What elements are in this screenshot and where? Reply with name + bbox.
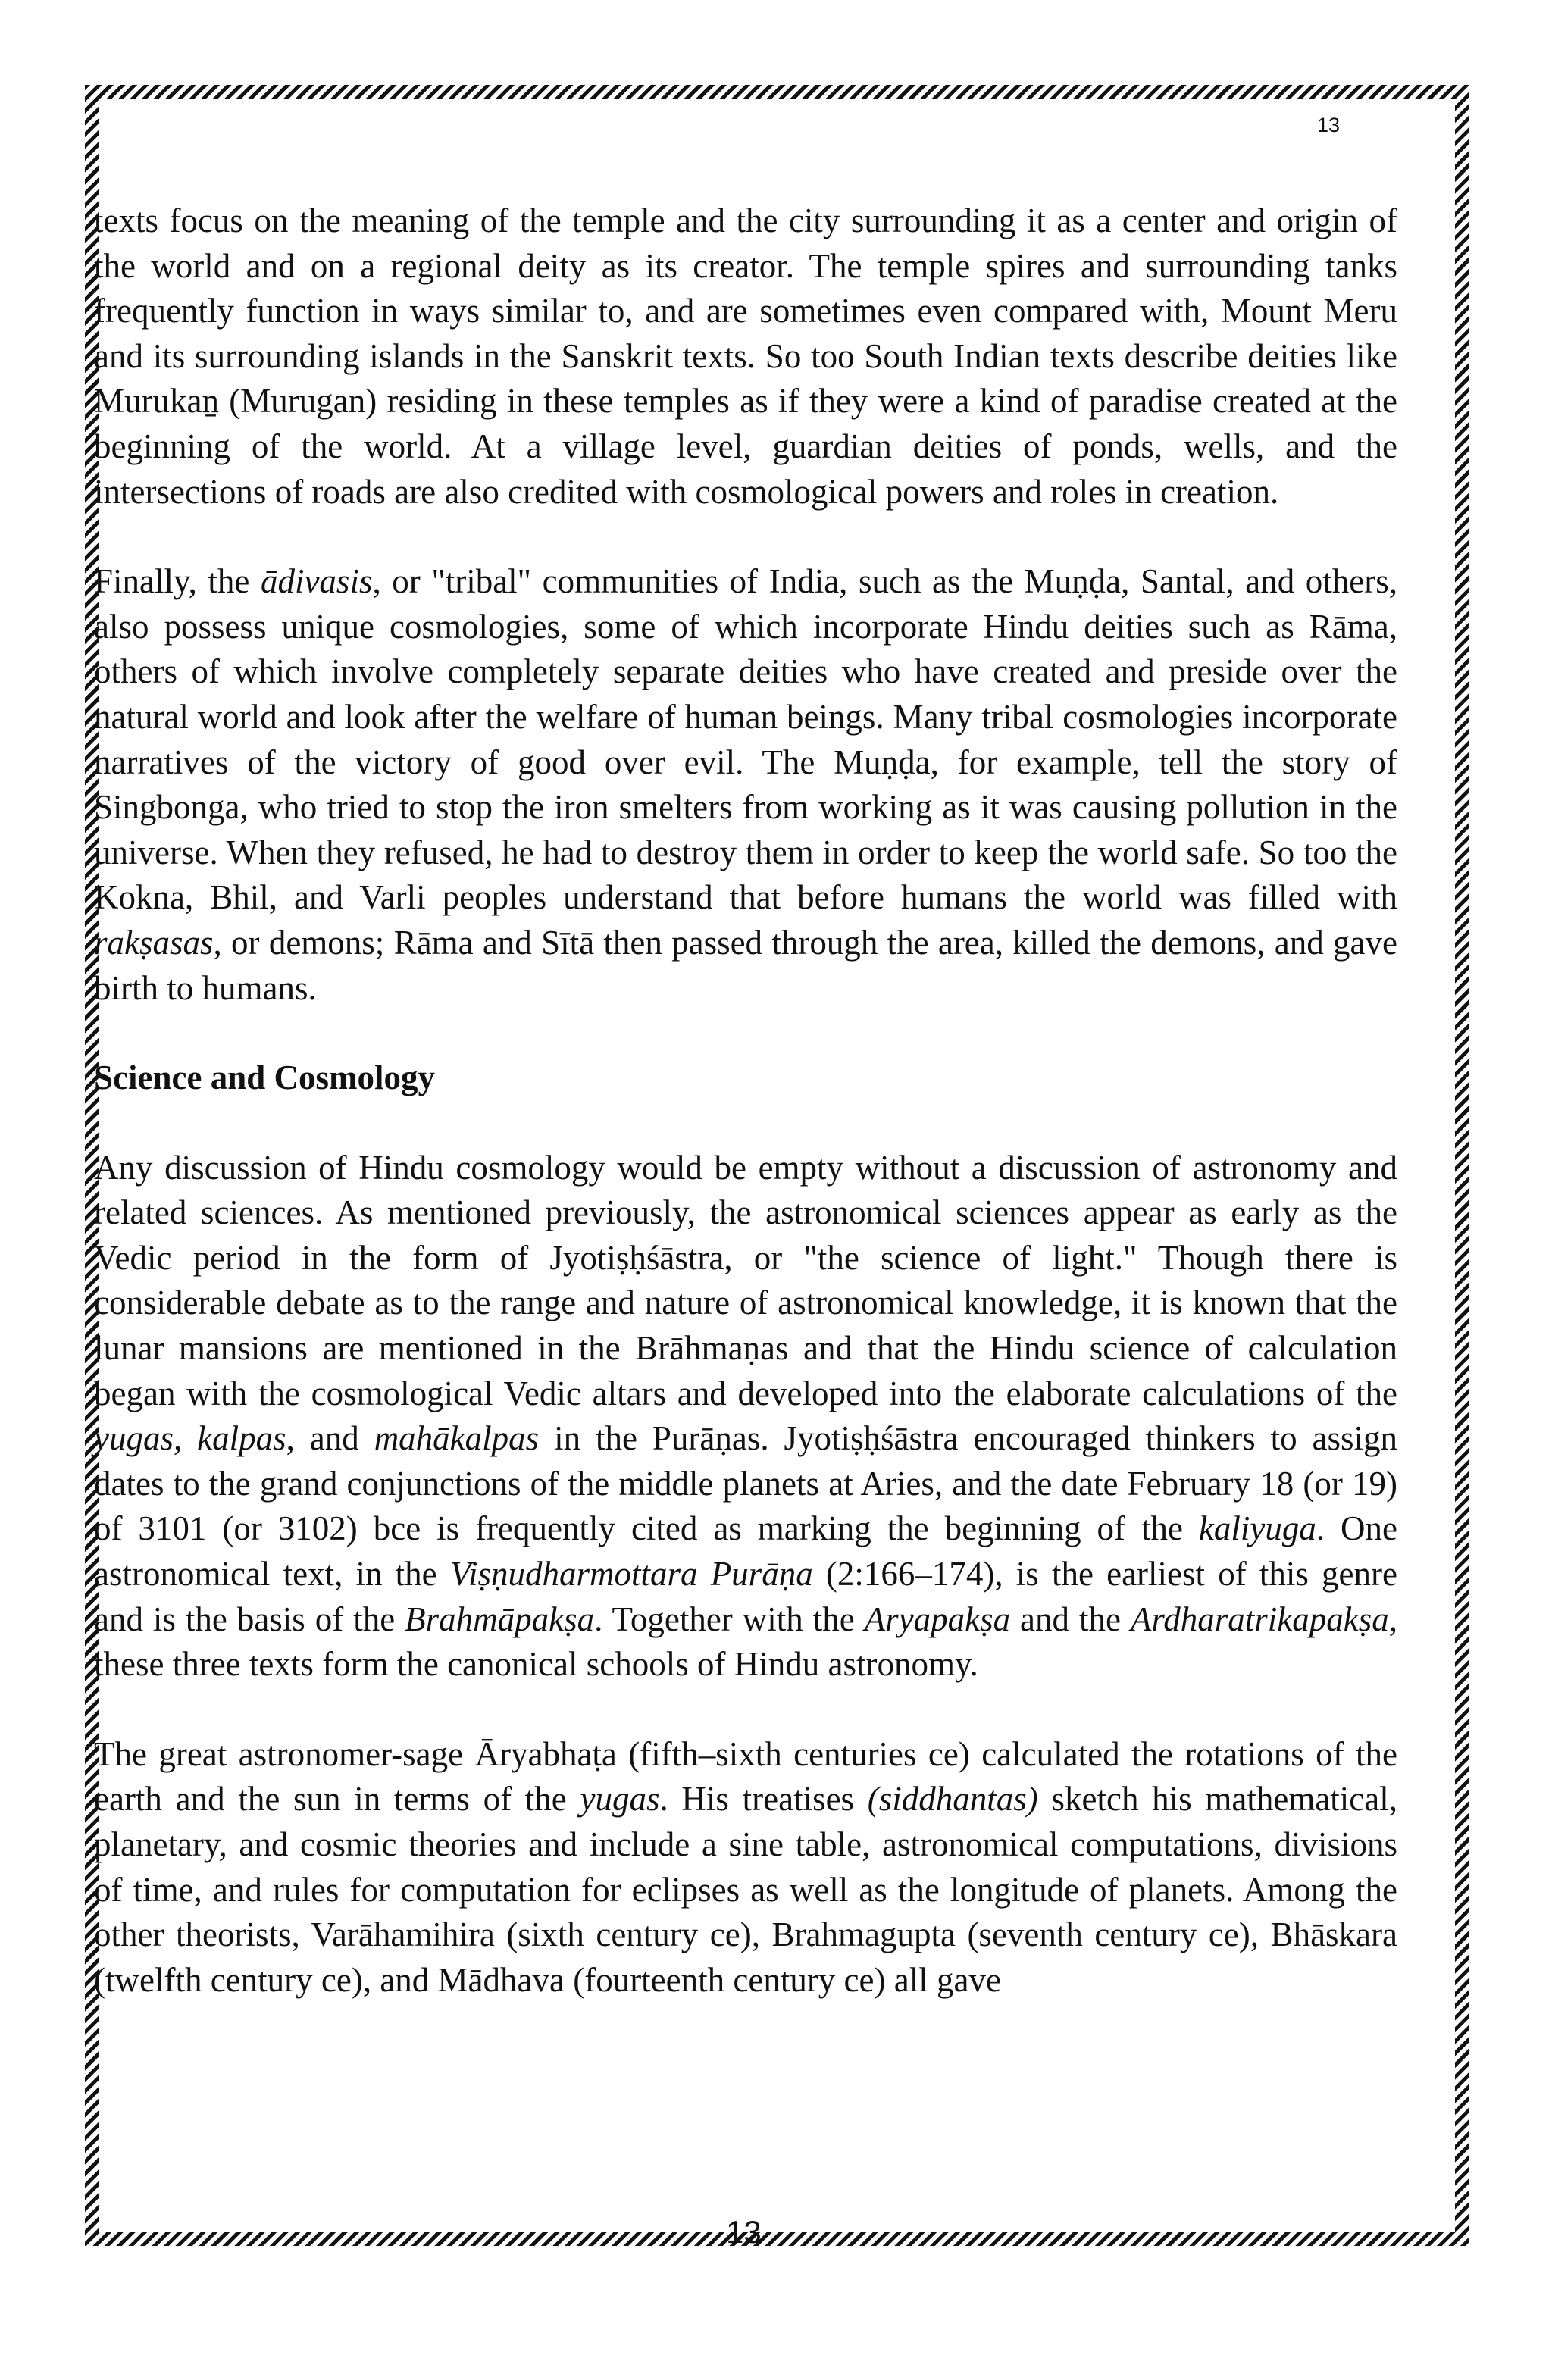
italic-term: Ardharatrikapakṣa bbox=[1130, 1600, 1389, 1638]
italic-term: kaliyuga bbox=[1198, 1509, 1316, 1548]
italic-term: Viṣṇudharmottara Purāṇa bbox=[449, 1555, 813, 1593]
italic-term: yugas bbox=[580, 1780, 660, 1819]
text-run: , and bbox=[286, 1419, 374, 1458]
text-run: , these three texts form the canonical schools of Hindu astronomy. bbox=[94, 1600, 1397, 1684]
text-run: . His treatises bbox=[659, 1780, 868, 1819]
text-run: , or demons; Rāma and Sītā then passed through the area, killed the demons, and gave birth to humans. bbox=[94, 923, 1397, 1007]
italic-term: mahākalpas bbox=[374, 1419, 540, 1458]
italic-term: Aryapakṣa bbox=[864, 1600, 1011, 1638]
page-number-bottom: 13 bbox=[726, 2214, 762, 2250]
text-run: Finally, the bbox=[94, 562, 261, 601]
italic-term: (siddhantas) bbox=[867, 1780, 1038, 1819]
text-run: sketch his mathematical, planetary, and cosmic theories and include a sine table, astronomical computations, divisions of time, and rules for computation for eclipses as well as the longitude of planets. Among the other theorists, Varāhamihira (sixth century ce), Brahmagupta (seventh century ce), Bhāskara (twelfth century ce), and Mādhava (fourteenth century ce) all gave bbox=[94, 1780, 1397, 1999]
page-body bbox=[94, 199, 1397, 2047]
paragraph-1: texts focus on the meaning of the temple and the city surrounding it as a center and origin of the world and on a regional deity as its creator. The temple spires and surrounding tanks frequently function in ways similar to, and are sometimes even compared with, Mount Meru and its surrounding islands in the Sanskrit texts. So too South Indian texts describe deities like Murukaṉ (Murugan) residing in these temples as if they were a kind of paradise created at the beginning of the world. At a village level, guardian deities of ponds, wells, and the intersections of roads are also credited with cosmological powers and roles in creation. bbox=[94, 202, 1397, 511]
paragraph-3 bbox=[94, 1146, 1397, 1687]
text-run: (2:166–174), is the earliest of this genre and is the basis of the bbox=[94, 1555, 1397, 1638]
text-run: . One astronomical text, in the bbox=[94, 1509, 1397, 1593]
text-run: Any discussion of Hindu cosmology would be empty without a discussion of astronomy and related sciences. As mentioned previously, the astronomical sciences appear as early as the Vedic period in the form of Jyotiṣḥśāstra, or "the science of light." Though there is considerable debate as to the range and nature of astronomical knowledge, it is known that the lunar mansions are mentioned in the Brāhmaṇas and that the Hindu science of calculation began with the cosmological Vedic altars and developed into the elaborate calculations of the bbox=[94, 1148, 1397, 1412]
text-run: The great astronomer-sage Āryabhaṭa (fifth–sixth centuries ce) calculated the rotations of the earth and the sun in terms of the bbox=[94, 1734, 1397, 1819]
italic-term: Brahmāpakṣa bbox=[405, 1600, 595, 1638]
text-run: . Together with the bbox=[594, 1600, 865, 1638]
paragraph-4 bbox=[94, 1732, 1397, 2003]
italic-term: yugas, kalpas bbox=[94, 1419, 286, 1458]
text-run: in the Purāṇas. Jyotiṣḥśāstra encouraged thinkers to assign dates to the grand conjunctions of the middle planets at Aries, and the date February 18 (or 19) of 3101 (or 3102) bce is frequently cited as marking the beginning of the bbox=[94, 1419, 1397, 1548]
text-run: and the bbox=[1010, 1600, 1131, 1638]
italic-term: ādivasis bbox=[260, 562, 373, 601]
page-number-top: 13 bbox=[1317, 114, 1341, 136]
text-run: , or "tribal" communities of India, such as the Muṇḍa, Santal, and others, also possess unique cosmologies, some of which incorporate Hindu deities such as Rāma, others of which involve completely separate deities who have created and preside over the natural world and look after the welfare of human beings. Many tribal cosmologies incorporate narratives of the victory of good over evil. The Muṇḍa, for example, tell the story of Singbonga, who tried to stop the iron smelters from working as it was causing pollution in the universe. When they refused, he had to destroy them in order to keep the world safe. So too the Kokna, Bhil, and Varli peoples understand that before humans the world was filled with bbox=[94, 562, 1397, 917]
section-heading: Science and Cosmology bbox=[94, 1059, 435, 1097]
italic-term: rakṣasas bbox=[94, 923, 214, 962]
paragraph-2 bbox=[94, 559, 1397, 1011]
